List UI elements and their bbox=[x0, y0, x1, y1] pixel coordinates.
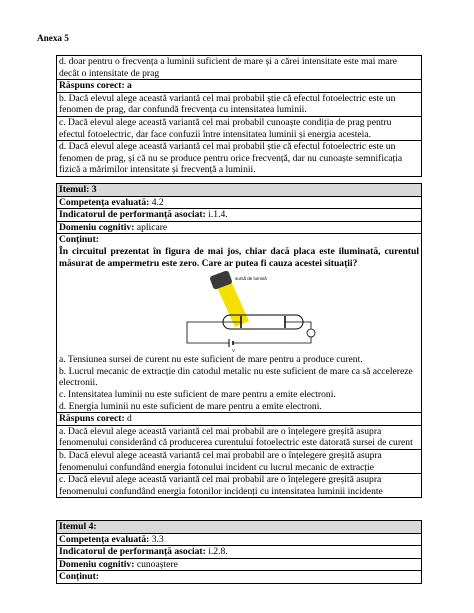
explanation-b: b. Dacă elevul alege această variantă cel mai probabil știe că efectul fotoelectric este un fenomen de prag, dar confundă frecvența cu intensitatea luminii. bbox=[57, 92, 422, 116]
option-c: c. Intensitatea luminii nu este suficient de mare pentru a emite electroni. bbox=[59, 388, 336, 400]
item3-correct-answer: Răspuns corect: d bbox=[57, 413, 422, 426]
item4-title: Itemul 4: bbox=[57, 521, 422, 534]
wire-left bbox=[187, 322, 241, 343]
item4-indicator: Indicatorul de performanță asociat: i.2.8. bbox=[57, 546, 422, 559]
option-d: d. Energia luminii nu este suficient de mare pentru a emite electroni. bbox=[59, 400, 322, 412]
ammeter-icon bbox=[307, 329, 315, 337]
light-beam bbox=[215, 281, 249, 327]
option-b: b. Lucrul mecanic de extracție din catodul metalic nu este suficient de mare ca să accelereze electronii. bbox=[59, 365, 413, 389]
annex-label: Anexa 5 bbox=[37, 33, 69, 43]
explanation-c: c. Dacă elevul alege această variantă cel mai probabil cunoaște condiția de prag pentru efectul fotoelectric, dar face confuzii între intensitatea luminii și energia acesteia. bbox=[57, 116, 422, 140]
item3-title: Itemul: 3 bbox=[57, 184, 422, 197]
item3-indicator: Indicatorul de performanță asociat: i.1.4. bbox=[57, 209, 422, 222]
wire-ammeter bbox=[283, 337, 311, 343]
option-d-text: d. doar pentru o frecvența a luminii suficient de mare și a cărei intensitate este mai mare decât o intensitate de prag bbox=[57, 56, 422, 80]
item4-table bbox=[56, 520, 422, 584]
item4-competence: Competența evaluată: 3.3 bbox=[57, 533, 422, 546]
content-label: Conținut: bbox=[59, 234, 99, 246]
light-source-label: sursă de lumină bbox=[235, 276, 267, 282]
item3-table bbox=[56, 183, 422, 498]
item3-competence: Competența evaluată: 4.2 bbox=[57, 196, 422, 209]
item3-domain: Domeniu cognitiv: aplicare bbox=[57, 221, 422, 234]
item3-explanation-a: a. Dacă elevul alege această variantă cel mai probabil are o înțelegere greșită asupra fenomenului considerând că producerea curentului fotoelectric este datorată sursei de curent bbox=[57, 425, 422, 449]
item4-domain: Domeniu cognitiv: cunoaștere bbox=[57, 558, 422, 571]
wire-right bbox=[285, 322, 311, 329]
item3-content bbox=[57, 234, 422, 413]
photoelectric-circuit-figure bbox=[59, 271, 421, 353]
voltage-label: V bbox=[232, 348, 236, 354]
item4-content: Conținut: bbox=[57, 571, 422, 584]
item3-explanation-b: b. Dacă elevul alege această variantă cel mai probabil are o înțelegere greșită asupra fenomenului confundând energia fotonului incident cu lucrul mecanic de extracție bbox=[57, 449, 422, 473]
item2-continuation-table bbox=[56, 55, 422, 177]
correct-answer: Răspuns corect: a bbox=[57, 80, 422, 93]
item3-explanation-c: c. Dacă elevul alege această variantă cel mai probabil are o înțelegere greșită asupra fenomenului confundând energia fotonilor incidenți cu intensitatea luminii incidente bbox=[57, 474, 422, 498]
explanation-d: d. Dacă elevul alege această variantă cel mai probabil știe că efectul fotoelectric este un fenomen de prag, și că nu se produce pentru orice frecvență, dar nu cunoaște semnificația fizică a mărimilor intensitate și frecvență a luminii. bbox=[57, 141, 422, 177]
item3-question: În circuitul prezentat în figura de mai jos, chiar dacă placa este iluminată, curentul măsurat de ampermetru este zero. Care ar putea fi cauza acestei situații? bbox=[59, 245, 419, 269]
option-a: a. Tensiunea sursei de curent nu este suficient de mare pentru a produce curent. bbox=[59, 354, 363, 366]
